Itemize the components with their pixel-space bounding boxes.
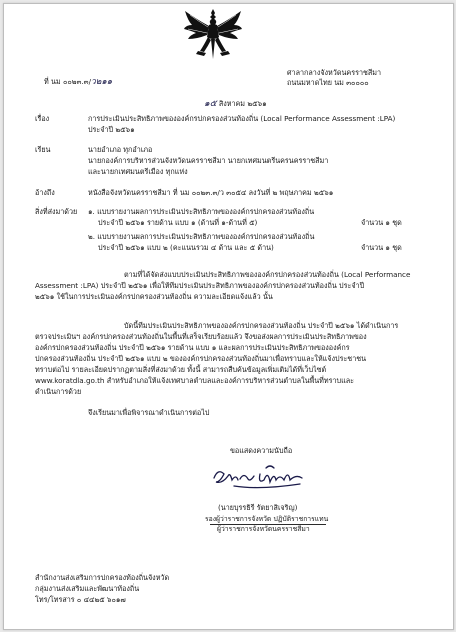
footer-phone: โทร/โทรสาร ๐ ๔๔๒๕ ๖๐๑๗	[35, 595, 126, 604]
recipient-label: เรียน	[35, 145, 51, 154]
date-day-handwritten: ๑๕	[204, 99, 217, 109]
subject-label: เรื่อง	[35, 114, 50, 123]
paragraph1-line2: Assessment :LPA) ประจำปี ๒๕๖๑ เพื่อให้ทีมประเมินประสิทธิภาพขององค์กรปกครองส่วนท้องถิ่น ประจำปี	[35, 281, 365, 290]
handwritten-signature-icon	[210, 460, 318, 494]
signatory-title2: ผู้ว่าราชการจังหวัดนครราชสีมา	[217, 525, 310, 533]
paragraph2-line7: ดำเนินการด้วย	[35, 387, 82, 396]
paragraph2-line2: ตรวจประเมินฯ องค์กรปกครองส่วนท้องถิ่นในพื้นที่เสร็จเรียบร้อยแล้ว จึงขอส่งผลการประเมินประสิทธิภาพของ	[35, 332, 367, 341]
reference-number: ที่ นม ๐๐๒๓.๓/ว๒๑๑	[44, 77, 113, 87]
paragraph2-line4: ปกครองส่วนท้องถิ่น ประจำปี ๒๕๖๑ แบบ ๒ ขององค์กรปกครองส่วนท้องถิ่นมาเพื่อทราบและให้แจ้งประชาชน	[35, 354, 367, 363]
paragraph1-line1: ตามที่ได้จัดส่งแบบประเมินประสิทธิภาพขององค์กรปกครองส่วนท้องถิ่น (Local Performance	[124, 270, 411, 279]
subject-line2: ประจำปี ๒๕๖๑	[88, 125, 135, 134]
closing-text: จึงเรียนมาเพื่อพิจารณาดำเนินการต่อไป	[88, 408, 210, 417]
paragraph1-line3: ๒๕๖๑ ใช้ในการประเมินองค์กรปกครองส่วนท้องถิ่น ความละเอียดแจ้งแล้ว นั้น	[35, 292, 273, 301]
recipient-line2: นายกองค์การบริหารส่วนจังหวัดนครราชสีมา นายกเทศมนตรีนครนครราชสีมา	[88, 156, 329, 165]
letter-date: ๑๕ สิงหาคม ๒๕๖๑	[204, 99, 267, 109]
footer-office: สำนักงานส่งเสริมการปกครองท้องถิ่นจังหวัด	[35, 573, 170, 582]
paragraph2-line6: www.koratdla.go.th สำหรับอำเภอให้แจ้งเทศบาลตำบลและองค์การบริหารส่วนตำบลในพื้นที่ทราบและ	[35, 376, 354, 385]
signatory-underline	[210, 524, 326, 525]
subject-line1: การประเมินประสิทธิภาพขององค์กรปกครองส่วนท้องถิ่น (Local Performance Assessment :LPA)	[88, 114, 396, 123]
recipient-line3: และนายกเทศมนตรีเมือง ทุกแห่ง	[88, 167, 188, 176]
attachment-2-line1: ๒. แบบรายงานผลการประเมินประสิทธิภาพขององค์กรปกครองส่วนท้องถิ่น	[88, 232, 315, 241]
signatory-title1: รองผู้ว่าราชการจังหวัด ปฏิบัติราชการแทน	[205, 515, 329, 523]
paragraph2-line5: ทราบต่อไป รายละเอียดปรากฏตามสิ่งที่ส่งมาด้วย ทั้งนี้ สามารถสืบค้นข้อมูลเพิ่มเติมได้ที่เว็บไซต์	[35, 365, 327, 374]
garuda-emblem-icon	[182, 7, 244, 63]
salutation: ขอแสดงความนับถือ	[230, 446, 293, 455]
attachment-2-count: จำนวน ๑ ชุด	[361, 243, 402, 252]
attachment-1-line1: ๑. แบบรายงานผลการประเมินประสิทธิภาพขององค์กรปกครองส่วนท้องถิ่น	[88, 207, 315, 216]
footer-division: กลุ่มงานส่งเสริมและพัฒนาท้องถิ่น	[35, 584, 140, 593]
paragraph2-line1: บัดนี้ทีมประเมินประสิทธิภาพขององค์กรปกครองส่วนท้องถิ่น ประจำปี ๒๕๖๑ ได้ดำเนินการ	[124, 321, 399, 330]
office-address-line2: ถนนมหาดไทย นม ๓๐๐๐๐	[287, 78, 369, 87]
reference-text: หนังสือจังหวัดนครราชสีมา ที่ นม ๐๐๒๓.๓/ว ๓๐๕๔ ลงวันที่ ๒ พฤษภาคม ๒๕๖๑	[88, 188, 334, 197]
document-page	[3, 3, 454, 630]
signatory-name: (นายบุรรธิรี รัตยาสิเจริญ)	[218, 503, 298, 512]
attachment-2-line2: ประจำปี ๒๕๖๑ แบบ ๒ (คะแนนรวม ๔ ด้าน และ ๕ ด้าน)	[98, 243, 274, 252]
recipient-line1: นายอำเภอ ทุกอำเภอ	[88, 145, 153, 154]
attachment-1-line2: ประจำปี ๒๕๖๑ รายด้าน แบบ ๑ (ด้านที่ ๑-ด้านที่ ๕)	[98, 218, 258, 227]
reference-label: อ้างถึง	[35, 188, 55, 197]
attachments-label: สิ่งที่ส่งมาด้วย	[35, 207, 78, 216]
attachment-1-count: จำนวน ๑ ชุด	[361, 218, 402, 227]
reference-number-handwritten: ว๒๑๑	[91, 77, 113, 87]
paragraph2-line3: องค์กรปกครองส่วนท้องถิ่น ประจำปี ๒๕๖๑ รายด้าน แบบ ๑ และผลการประเมินประสิทธิภาพขององค์กร	[35, 343, 350, 352]
office-address-line1: ศาลากลางจังหวัดนครราชสีมา	[287, 68, 382, 77]
